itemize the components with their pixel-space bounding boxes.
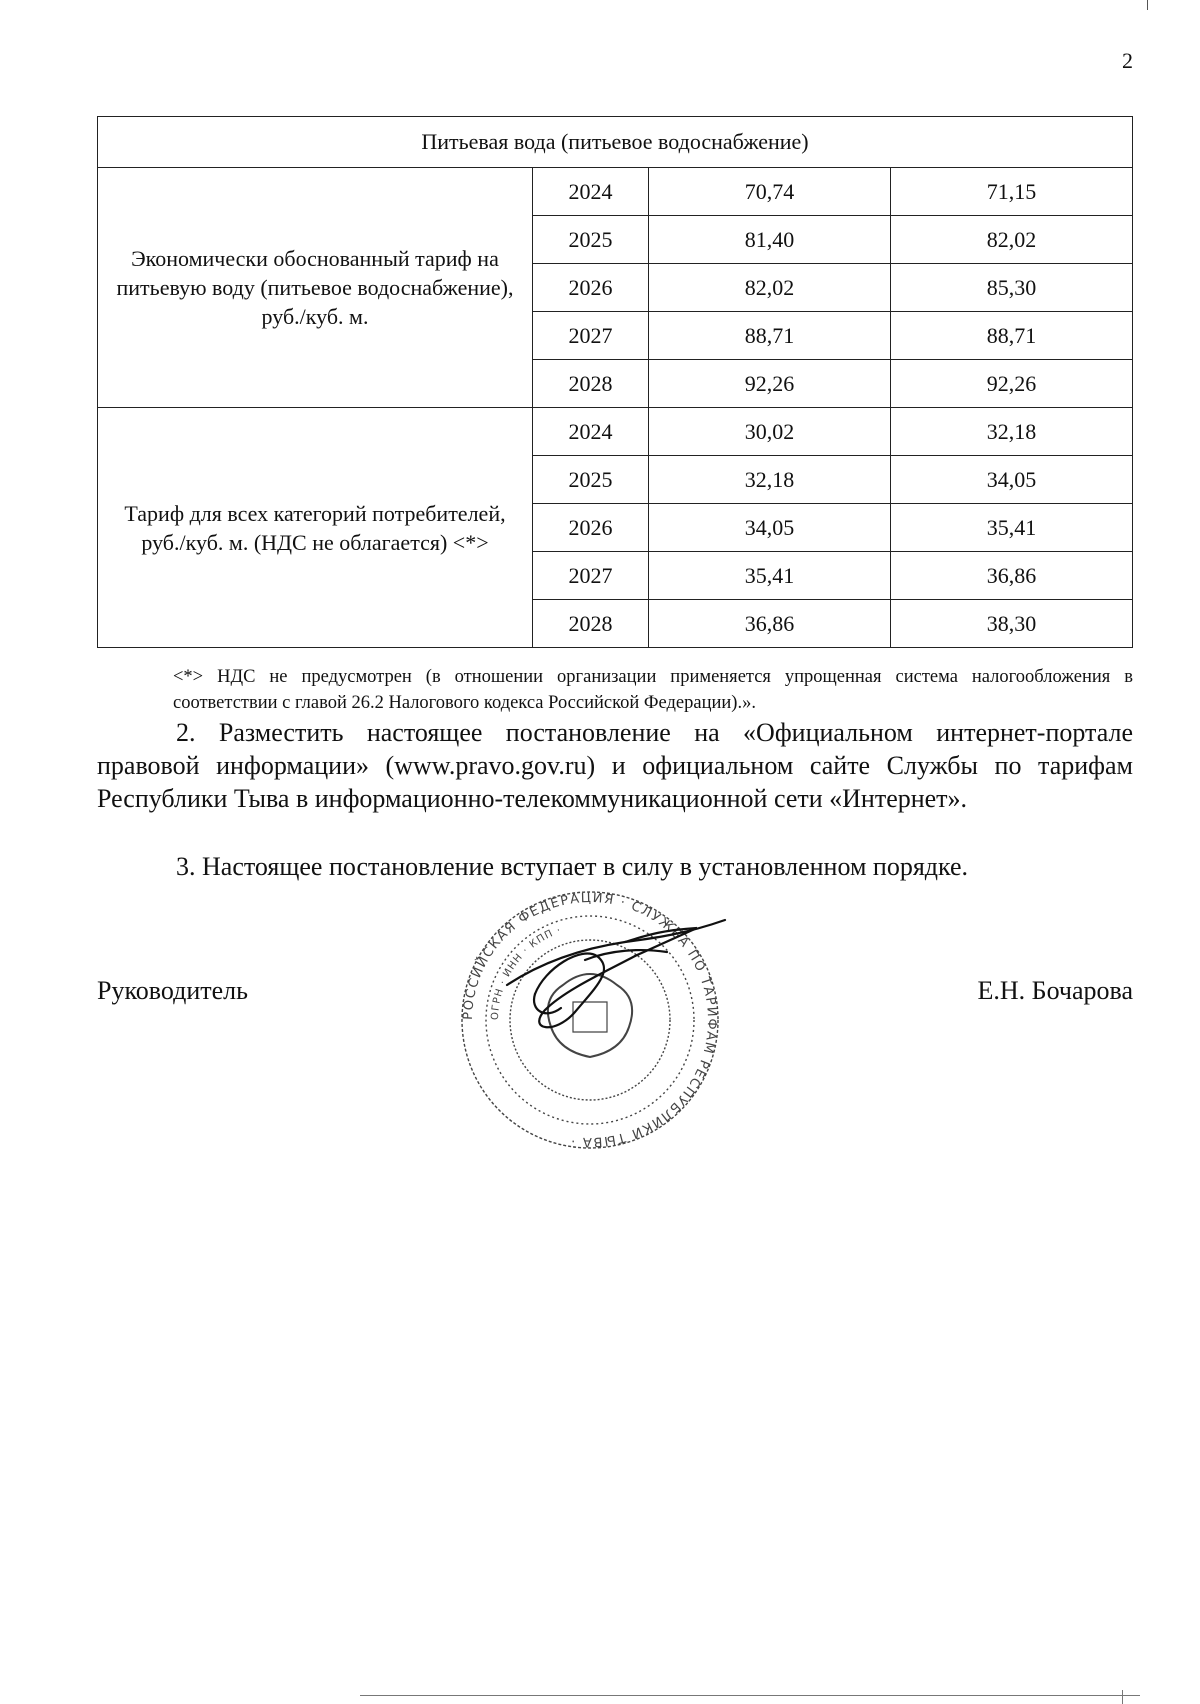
year-cell: 2028 [533,600,649,648]
scan-mark-bottom-line [360,1695,1140,1696]
tariff-value-second-half: 38,30 [891,600,1133,648]
tariff-value-second-half: 32,18 [891,408,1133,456]
year-cell: 2028 [533,360,649,408]
footnote [97,664,1133,716]
year-cell: 2026 [533,504,649,552]
official-stamp [435,890,745,1150]
tariff-value-second-half: 82,02 [891,216,1133,264]
paragraph-3: 3. Настоящее постановление вступает в силу в установленном порядке. [176,852,969,881]
tariff-label: Тариф для всех категорий потребителей, руб./куб. м. (НДС не облагается) <*> [98,408,533,648]
table-header-row [98,117,1133,168]
tariff-table [97,116,1133,648]
paragraph-2: 2. Разместить настоящее постановление на «Официальном интернет-портале правовой информации» (www.pravo.gov.ru) и официальном сайте Службы по тарифам Республики Тыва в информационно-телекоммуникационной сети «Интернет». [97,718,1133,813]
year-cell: 2025 [533,456,649,504]
page-number: 2 [1122,48,1133,73]
scan-mark-top-right [1147,0,1148,10]
year-cell: 2027 [533,312,649,360]
tariff-value-second-half: 92,26 [891,360,1133,408]
year-cell: 2027 [533,552,649,600]
tariff-value-second-half: 34,05 [891,456,1133,504]
year-cell: 2024 [533,408,649,456]
tariff-value-first-half: 34,05 [649,504,891,552]
tariff-value-second-half: 88,71 [891,312,1133,360]
tariff-value-first-half: 82,02 [649,264,891,312]
signer-name: Е.Н. Бочарова [977,976,1133,1005]
tariff-value-second-half: 71,15 [891,168,1133,216]
tariff-value-first-half: 36,86 [649,600,891,648]
year-cell: 2025 [533,216,649,264]
tariff-value-first-half: 81,40 [649,216,891,264]
signer-position: Руководитель [97,976,248,1005]
table-row [98,168,1133,216]
tariff-value-first-half: 30,02 [649,408,891,456]
year-cell: 2026 [533,264,649,312]
scan-mark-bottom-tick [1122,1690,1123,1704]
stamp-outer-text: РОССИЙСКАЯ ФЕДЕРАЦИЯ · СЛУЖБА ПО ТАРИФАМ РЕСПУБЛИКИ ТЫВА · [460,890,720,1150]
tariff-value-first-half: 92,26 [649,360,891,408]
tariff-value-first-half: 88,71 [649,312,891,360]
table-header: Питьевая вода (питьевое водоснабжение) [98,117,1133,168]
tariff-value-first-half: 32,18 [649,456,891,504]
tariff-value-second-half: 36,86 [891,552,1133,600]
stamp-inner-text: ОГРН · ИНН · КПП · [489,924,563,1021]
tariff-value-second-half: 35,41 [891,504,1133,552]
year-cell: 2024 [533,168,649,216]
tariff-label: Экономически обоснованный тариф на питьевую воду (питьевое водоснабжение), руб./куб. м. [98,168,533,408]
table-row [98,408,1133,456]
tariff-value-first-half: 70,74 [649,168,891,216]
tariff-value-second-half: 85,30 [891,264,1133,312]
tariff-value-first-half: 35,41 [649,552,891,600]
footnote-text: <*> НДС не предусмотрен (в отношении организации применяется упрощенная система налогообложения в соответствии с главой 26.2 Налогового кодекса Российской Федерации).». [173,667,1133,713]
